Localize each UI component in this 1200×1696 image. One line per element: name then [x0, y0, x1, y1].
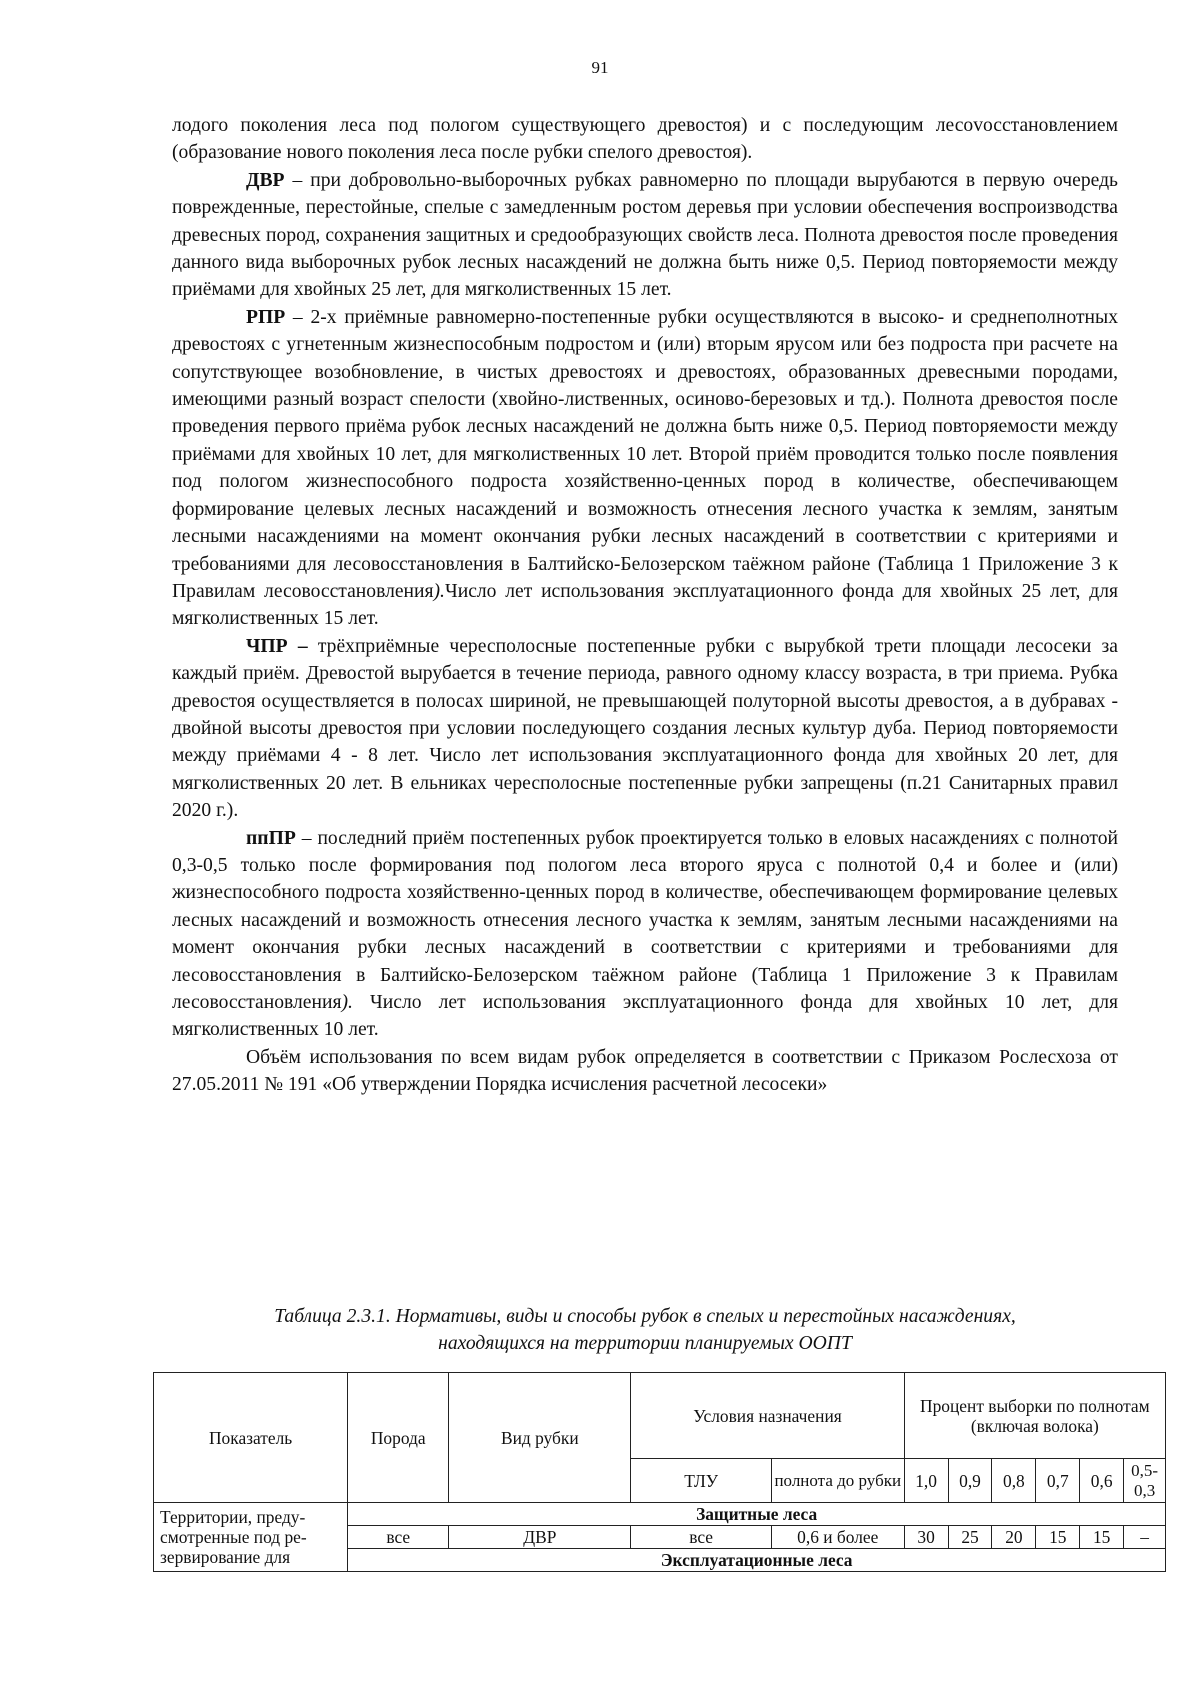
header-conditions: Условия назначения	[631, 1373, 904, 1459]
paragraph-text: – последний приём постепенных рубок проектируется только в еловых насаждениях с полнотой 0,3-0,5 только после формирования под пологом леса второго яруса с полнотой 0,4 и более и (или) жизнеспособного подроста хозяйственно-ценных пород в количестве, обеспечивающем формирование целевых лесных насаждений и возможность отнесения лесного участка к землям, занятым лесными насаждениями на момент окончания рубки лесных насаждений в соответствии с критериями и требованиями для лесовосстановления в Балтийско-Белозерском таёжном районе (Таблица 1 Приложение 3 к Правилам лесовосстановления	[172, 827, 1118, 1013]
table-caption	[172, 1303, 1118, 1357]
section-row	[154, 1503, 1166, 1526]
paragraph-continuation: лодого поколения леса под пологом существующего древостоя) и с последующим лесоvосстановлением (образование нового поколения леса после рубки спелого древостоя).	[172, 115, 1118, 164]
cell-species: все	[348, 1526, 449, 1549]
header-species: Порода	[348, 1373, 449, 1503]
caption-line: Таблица 2.3.1. Нормативы, виды и способы рубок в спелых и перестойных насаждениях,	[274, 1306, 1016, 1327]
header-density: 0,7	[1036, 1459, 1080, 1503]
header-density: 1,0	[904, 1459, 948, 1503]
paragraph-tail: Число лет использования эксплуатационного фонда для хвойных 10 лет, для мягколиственных 10 лет.	[172, 992, 1118, 1041]
term-abbr: ДВР	[246, 169, 285, 191]
paragraph-dvr	[172, 167, 1118, 304]
term-abbr: ппПР	[246, 827, 296, 849]
paragraph-tail: Число лет использования эксплуатационного фонда для хвойных 25 лет, для мягколиственных 15 лет.	[172, 580, 1118, 630]
header-density-before: полнота до рубки	[771, 1459, 904, 1503]
header-density: 0,8	[992, 1459, 1036, 1503]
header-cut-type: Вид рубки	[449, 1373, 631, 1503]
cell-cut-type: ДВР	[449, 1526, 631, 1549]
body-text	[172, 112, 1118, 1099]
cell-density-before: 0,6 и более	[771, 1526, 904, 1549]
header-density: 0,6	[1080, 1459, 1124, 1503]
caption-line: находящихся на территории планируемых ООПТ	[438, 1333, 852, 1354]
paragraph-text: трёхприёмные чересполосные постепенные рубки с вырубкой трети площади лесосеки за каждый приём. Древостой вырубается в течение периода, равного одному классу возраста, в три приема. Рубка древостоя осуществляется в полосах шириной, не превышающей полуторной высоты древостоя, а в дубравах - двойной высоты древостоя при условии последующего создания лесных культур дуба. Период повторяемости между приёмами 4 - 8 лет. Число лет использования эксплуатационного фонда для хвойных 20 лет, для мягколиственных 20 лет. В ельниках чересполосные постепенные рубки запрещены (п.21 Санитарных правил 2020 г.).	[172, 635, 1118, 822]
section-exploitation: Эксплуатационные леса	[348, 1549, 1166, 1572]
section-protective: Защитные леса	[348, 1503, 1166, 1526]
cell-percent: 20	[992, 1526, 1036, 1549]
cell-percent: 15	[1036, 1526, 1080, 1549]
cell-tlu: все	[631, 1526, 771, 1549]
header-percent: Процент выборки по полнотам (включая волока)	[904, 1373, 1165, 1459]
paragraph-rpr	[172, 304, 1118, 633]
header-indicator: Показатель	[154, 1373, 348, 1503]
header-tlu: ТЛУ	[631, 1459, 771, 1503]
row-label: Территории, предусмотренные под резервирование для	[154, 1503, 348, 1572]
italic-fragment: ).	[433, 580, 445, 602]
header-row	[154, 1373, 1166, 1459]
term-abbr: РПР	[246, 306, 286, 328]
cell-percent: 15	[1080, 1526, 1124, 1549]
term-abbr: ЧПР –	[246, 635, 308, 657]
page-number: 91	[591, 58, 609, 77]
norms-table	[153, 1372, 1166, 1572]
paragraph-volume: Объём использования по всем видам рубок определяется в соответствии с Приказом Рослесхоза от 27.05.2011 № 191 «Об утверждении Порядка исчисления расчетной лесосеки»	[172, 1046, 1118, 1096]
paragraph-text: – 2-х приёмные равномерно-постепенные рубки осуществляются в высоко- и среднеполнотных древостоях с угнетенным жизнеспособным подростом и (или) вторым ярусом или без подроста при расчете на сопутствующее возобновление, в чистых древостоях и древостоях, образованных древесными породами, имеющими разный возраст спелости (хвойно-лиственных, осиново-березовых и тд.). Полнота древостоя после проведения первого приёма рубок лесных насаждений не должна быть ниже 0,5. Период повторяемости между приёмами для хвойных 10 лет, для мягколиственных 10 лет. Второй приём проводится только после появления под пологом жизнеспособного подроста хозяйственно-ценных пород в количестве, обеспечивающем формирование целевых лесных насаждений и возможность отнесения лесного участка к землям, занятым лесными насаждениями на момент окончания рубки лесных насаждений в соответствии с критериями и требованиями для лесовосстановления в Балтийско-Белозерском таёжном районе (Таблица 1 Приложение 3 к Правилам лесовосстановления	[172, 306, 1118, 602]
paragraph-text: – при добровольно-выборочных рубках равномерно по площади вырубаются в первую очередь поврежденные, перестойные, спелые с замедленным ростом деревья при условии обеспечения воспроизводства древесных пород, сохранения защитных и средообразующих свойств леса. Полнота древостоя после проведения данного вида выборочных рубок лесных насаждений не должна быть ниже 0,5. Период повторяемости между приёмами для хвойных 25 лет, для мягколиственных 15 лет.	[172, 169, 1118, 301]
cell-percent: 25	[948, 1526, 992, 1549]
cell-percent: 30	[904, 1526, 948, 1549]
header-density: 0,9	[948, 1459, 992, 1503]
paragraph-chpr	[172, 633, 1118, 825]
paragraph-pppr	[172, 825, 1118, 1044]
header-density: 0,5-0,3	[1124, 1459, 1166, 1503]
cell-percent: –	[1124, 1526, 1166, 1549]
italic-fragment: ).	[341, 992, 353, 1013]
